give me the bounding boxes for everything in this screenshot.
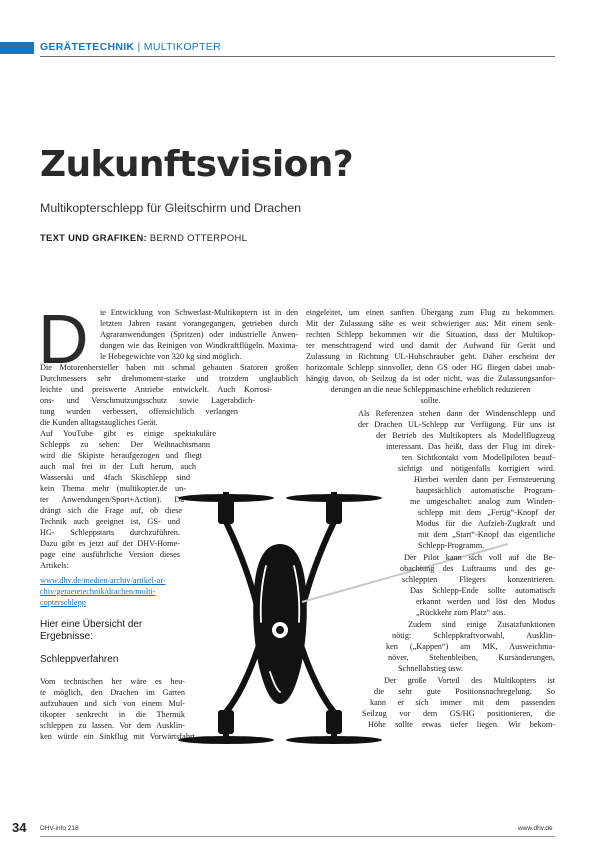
column-left-line: Artikels:	[40, 561, 69, 570]
column-right-line: sollte.	[420, 396, 441, 405]
column-right-line: derungen an die neue Schleppmaschine erheblich reduzieren	[330, 385, 531, 394]
column-left-continued-line: tikopter senkrecht in die Thermik	[40, 710, 185, 719]
byline	[40, 232, 247, 243]
website: www.dhv.de	[518, 825, 553, 832]
column-left-line: dungen wie das Reinigen von Windkraftflügeln. Maxima-	[100, 341, 298, 350]
column-right-line: nötig: Schleppkraftvorwahl, Ausklin-	[392, 631, 555, 640]
column-left-line: page eine ausführliche Version dieses	[40, 550, 180, 559]
footer-rule	[40, 836, 555, 837]
column-right-line: ten Sichtkontakt vom Modellpiloten beauf-	[402, 453, 555, 462]
column-right-line: schleppten Fliegers konzentrieren.	[402, 575, 555, 584]
column-right-line: sichtigt und nötigenfalls korrigiert wird.	[398, 464, 555, 473]
column-right-line: ken („Kappen“) am MK, Ausweichma-	[386, 642, 555, 651]
overview-heading-line-2: Ergebnisse:	[40, 631, 93, 642]
column-left-line: Schlepps zu sehen: Der Weihnachtsmann	[40, 440, 210, 449]
column-right-line: Modus für die Aufzieh-Zugkraft und	[416, 519, 555, 528]
byline-label: TEXT UND GRAFIKEN:	[40, 232, 147, 243]
column-left-line: Die Motorenhersteller haben mit schmal gebauten Statoren großen	[40, 363, 298, 372]
section-name: GERÄTETECHNIK	[40, 41, 135, 53]
column-right-line: hängig davon, ob Seilzug da ist oder nicht, was die Zulassungsanfor-	[306, 374, 555, 383]
column-left-continued-line: aufzubauen und sich von einem Mul-	[40, 699, 185, 708]
column-left-line: le Hebegewichte von 320 kg sind möglich.	[100, 352, 242, 361]
column-right-line: Seilzug vor dem GS/HG positionieren, die	[362, 709, 555, 718]
column-left-line: kein Thema mehr (multikopter.de un-	[40, 484, 186, 493]
magazine-issue: DHV-info 218	[40, 825, 79, 832]
column-right-line: Zulassung in Richtung UL-Hubschrauber geht. Daher erscheint der	[306, 352, 555, 361]
page-number: 34	[12, 820, 27, 835]
column-left-line: Agraranwendungen (Spritzen) oder industrielle Anwen-	[100, 330, 298, 339]
column-left-line: drängt sich die Frage auf, ob diese	[40, 506, 182, 515]
column-right-line: Das Schlepp-Ende sollte automatisch	[410, 586, 555, 595]
column-left-line: HG- Schleppstarts durchzuführen.	[40, 528, 180, 537]
article-link-line[interactable]: copterschlepp	[40, 598, 86, 607]
column-left-continued-line: schleppen zu lassen. Vor dem Ausklin-	[40, 721, 185, 730]
column-right-line: ter menschtragend wird und damit der Aufwand für Gerät und	[306, 341, 555, 350]
column-left-line: ter Anwendungen/Sport+Action). Da	[40, 495, 184, 504]
column-right-line: Schlepp-Programm.	[418, 541, 485, 550]
column-right-line: obachtung des Luftraums und des ge-	[400, 564, 555, 573]
column-right-line: növer, Stehenbleiben, Kursänderungen,	[388, 653, 555, 662]
column-right-line: mit dem „Start“-Knopf das eigentliche	[418, 530, 555, 539]
column-right-line: der Betrieb des Multikopters als Modellflugzeug	[376, 431, 555, 440]
overview-heading-line-1: Hier eine Übersicht der	[40, 619, 143, 630]
column-left-line: auch mal frei in der Luft herum, auch	[40, 462, 196, 471]
column-right-line: Der große Vorteil des Multikopters ist	[384, 676, 555, 685]
column-left-line: Wasserski und 4fach Skischlepp sind	[40, 473, 190, 482]
article-link-line[interactable]: www.dhv.de/medien/archiv/artikel-ar-	[40, 576, 166, 585]
column-right-line: der Drachen UL-Schlepp zur Verfügung. Für uns ist	[358, 420, 555, 429]
column-right-line: Schnellabstieg usw.	[398, 664, 463, 673]
header-rule	[40, 56, 555, 57]
column-right-line: interessant. Das heißt, dass der Flug im direk-	[386, 442, 555, 451]
column-right-line: Als Referenzen stehen dann der Windenschlepp und	[358, 409, 555, 418]
byline-author: BERND OTTERPOHL	[149, 232, 248, 243]
column-right-line: me umgeschaltet: analog zum Winden-	[410, 497, 555, 506]
section-separator: |	[137, 41, 141, 53]
article-title: Zukunftsvision?	[40, 144, 354, 185]
column-left-line: ons- und Verschmutzungsschutz sowie Lagerabdich-	[40, 396, 255, 405]
column-right-line: hauptsächlich automatische Program-	[416, 486, 555, 495]
column-left-line: die Kunden alltagstaugliches Gerät.	[40, 418, 158, 427]
section-label	[40, 41, 221, 53]
column-right-line: Zudem sind einige Zusatzfunktionen	[408, 620, 555, 629]
article-subtitle: Multikopterschlepp für Gleitschirm und Drachen	[40, 201, 302, 215]
column-left-line: Auf YouTube gibt es einige spektakuläre	[40, 429, 216, 438]
drop-cap: D	[38, 300, 89, 378]
column-left-line: letzten Jahren rasant vorangegangen, getrieben durch	[100, 319, 298, 328]
column-left-continued-line: Vom technischen her wäre es heu-	[40, 677, 185, 686]
column-left-line: Durchmessers sehr drehmoment-starke und trotzdem unglaublich	[40, 374, 298, 383]
column-right-line: Der Pilot kann sich voll auf die Be-	[404, 553, 555, 562]
column-right-line: die sehr gute Positionsnachregelung. So	[374, 687, 555, 696]
article-link-line[interactable]: chiv/geraetetechnik/drachen/multi-	[40, 587, 156, 596]
section-color-bar	[0, 42, 34, 54]
column-right-line: eingeleitet, um einen sanften Übergang zum Flug zu bekommen.	[306, 308, 555, 317]
schleppverfahren-heading: Schleppverfahren	[40, 654, 119, 665]
column-right-line: erkannt werden und löst den Modus	[416, 597, 555, 606]
column-right-line: horizontale Schlepp sinnvoller, denn GS oder HG fliegen dabei unab-	[306, 363, 555, 372]
column-right-line: kann er sich immer mit dem passenden	[370, 698, 555, 707]
column-right-line: rechten Schlepp bekommen wir die Situation, dass der Multikop-	[306, 330, 555, 339]
column-right-line: „Rückkehr zum Platz“ aus.	[416, 608, 506, 617]
column-right-line: Höhe sollte etwas tiefer liegen. Wir bekom-	[368, 720, 555, 729]
column-left-continued-line: te möglich, den Drachen im Garten	[40, 688, 185, 697]
column-left-line: ie Entwicklung von Schwerlast-Multikoptern ist in den	[100, 308, 298, 317]
column-right-line: schlepp mit dem „Fertig“-Knopf der	[418, 508, 555, 517]
column-right-line: Mit der Zulassung sähe es weit schwieriger aus: Mit einem senk-	[306, 319, 555, 328]
column-right-line: Hierbei werden dann per Fernsteuerung	[414, 475, 555, 484]
column-left-line: wird die Skipiste heraufgezogen und fliegt	[40, 451, 202, 460]
subsection-name: MULTIKOPTER	[143, 41, 221, 53]
column-left-line: tung wurden verbessert, offensichtlich verlangen	[40, 407, 238, 416]
column-left-line: Dazu gibt es jetzt auf der DHV-Home-	[40, 539, 180, 548]
column-left-continued-line: ken würde ein Sinkflug mit Vorwärtsfahrt	[40, 732, 195, 741]
column-left-line: Technik auch geeignet ist, GS- und	[40, 517, 180, 526]
column-left-line: leichte und preiswerte Antriebe entwickelt. Auch Korrosi-	[40, 385, 272, 394]
